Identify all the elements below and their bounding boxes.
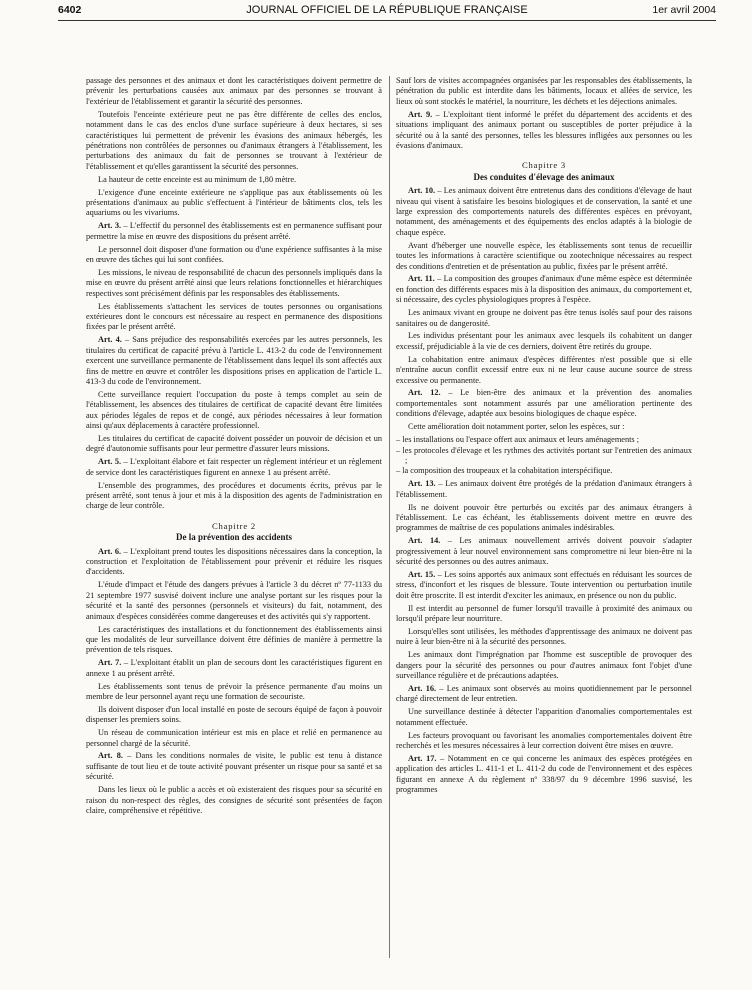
paragraph: Les missions, le niveau de responsabilité de chacun des personnels impliqués dans la mise en œuvre du présent arrêté ainsi que leurs relations fonctionnelles et hiérarchiques respectives sont précisément définis par les responsables des établissements.: [86, 267, 382, 298]
dash-list: [396, 435, 692, 477]
article-label: Art. 3.: [98, 221, 122, 231]
article-text: – L'effectif du personnel des établissements est en permanence suffisant pour permettre la mise en œuvre des dispositions du présent arrêté.: [86, 221, 382, 241]
paragraph: L'ensemble des programmes, des procédures et documents écrits, prévus par le présent arrêté, sont tenus à jour et mis à la disposition des agents de l'administration en charge de leur contrôle.: [86, 480, 382, 511]
article-text: – Les animaux doivent être protégés de la prédation d'animaux étrangers à l'établissement.: [396, 479, 692, 499]
paragraph: L'étude d'impact et l'étude des dangers prévues à l'article 3 du décret nº 77-1133 du 21 septembre 1977 susvisé doivent inclure une analyse portant sur les risques pour la sécurité et la santé des personnes (personnels et visiteurs) du fait, notamment, des animaux d'espèces considérées comme dangereuses et des activités qui s'y rapportent.: [86, 580, 382, 621]
chapter-heading: Chapitre 3: [521, 160, 567, 171]
article-label: Art. 10.: [408, 186, 436, 196]
paragraph: Dans les lieux où le public a accès et où existeraient des risques pour sa sécurité en raison du non-respect des règles, des consignes de sécurité sont présentées de façon claire, compréhensive et répétitive.: [86, 785, 382, 815]
article-text: – L'exploitant tient informé le préfet du département des accidents et des situations impliquant des animaux portant ou susceptibles de porter préjudice à la sécurité ou à la santé des personnes, telles les blessures infligées aux personnes ou les évasions d'animaux.: [396, 109, 692, 150]
paragraph: Cette surveillance requiert l'occupation du poste à temps complet au sein de l'établissement, les absences des titulaires de certificat de capacité devant être limitées aux périodes légales de repos et de congé, aux périodes nécessaires à leur formation ainsi qu'aux déplacements à caractère professionnel.: [86, 389, 382, 431]
article-9: [396, 110, 692, 152]
article-text: – L'exploitant prend toutes les dispositions nécessaires dans la conception, la construction et l'exploitation de l'établissement pour prévenir et réduire les risques d'accidents.: [86, 546, 382, 577]
article-text: – Les animaux sont observés au moins quotidiennement par le personnel chargé directement de leur entretien.: [396, 684, 692, 704]
article-label: Art. 7.: [98, 658, 122, 668]
article-text: – L'exploitant établit un plan de secours dont les caractéristiques figurent en annexe 1 au présent arrêté.: [86, 658, 382, 678]
article-label: Art. 4.: [98, 335, 122, 345]
paragraph: Les établissements sont tenus de prévoir la présence permanente d'au moins un membre de leur personnel ayant reçu une formation de secouriste.: [86, 681, 382, 701]
article-4: [86, 335, 382, 387]
article-text: – Les soins apportés aux animaux sont effectués en réduisant les sources de stress, d'inconfort et les risques de blessure. Toute intervention ou perturbation inutile doit être proscrite. Il est interdit d'exciter les animaux, en présence ou non du public.: [396, 569, 692, 600]
article-text: – Les animaux nouvellement arrivés doivent pouvoir s'adapter progressivement à leur nouvel environnement sans compromettre ni leur bien-être ni la sécurité des personnes ou des autres animaux.: [396, 536, 692, 567]
column-separator: [389, 76, 390, 958]
article-11: [396, 274, 692, 305]
paragraph: Le personnel doit disposer d'une formation ou d'une expérience suffisantes à la mise en œuvre des tâches qui lui sont confiées.: [86, 244, 382, 264]
article-label: Art. 11.: [408, 274, 435, 284]
article-label: Art. 9.: [408, 109, 433, 119]
paragraph: Avant d'héberger une nouvelle espèce, les établissements sont tenus de recueillir toutes les informations à caractère scientifique ou zootechnique nécessaires au respect des conditions d'entretien et de présentation au public, fixées par le présent arrêté.: [396, 240, 692, 271]
article-label: Art. 5.: [98, 457, 122, 467]
article-label: Art. 12.: [408, 388, 441, 398]
article-text: – La composition des groupes d'animaux d'une même espèce est déterminée en fonction des différents espaces mis à la disposition des animaux, du comportement et, si nécessaire, des cycles physiologiques propres à l'espèce.: [396, 274, 692, 305]
article-13: [396, 479, 692, 500]
paragraph: Les titulaires du certificat de capacité doivent posséder un pouvoir de décision et un degré d'autonomie suffisants pour leur permettre d'assurer leurs missions.: [86, 434, 382, 454]
paragraph: Sauf lors de visites accompagnées organisées par les responsables des établissements, la pénétration du public est interdite dans les bâtiments, locaux et allées de service, les lieux où sont stockés le matériel, la nourriture, les déchets et les déjections animales.: [396, 76, 692, 106]
article-label: Art. 15.: [408, 569, 436, 579]
list-item: – les installations ou l'espace offert aux animaux et leurs aménagements ;: [396, 435, 640, 445]
paragraph: La hauteur de cette enceinte est au minimum de 1,80 mètre.: [98, 174, 297, 184]
paragraph: Les établissements s'attachent les services de toutes personnes ou organisations extérieures dont le concours est nécessaire au respect en permanence des dispositions fixées par le présent arrêté.: [86, 301, 382, 332]
paragraph: Lorsqu'elles sont utilisées, les méthodes d'apprentissage des animaux ne doivent pas nuire à leur bien-être ni à la sécurité des personnes.: [396, 627, 692, 647]
article-7: [86, 658, 382, 679]
chapter-title: Des conduites d'élevage des animaux: [473, 171, 615, 182]
left-column: [86, 76, 382, 819]
paragraph: Cette amélioration doit notamment porter, selon les espèces, sur :: [408, 422, 625, 432]
right-column: [396, 76, 692, 798]
article-5: [86, 457, 382, 478]
paragraph: Ils ne doivent pouvoir être perturbés ou excités par des animaux étrangers à l'établissement. Le cas échéant, les établissements doivent mettre en œuvre des programmes de maîtrise de ces populations animales indésirables.: [396, 502, 692, 533]
article-label: Art. 14.: [408, 536, 441, 546]
article-8: [86, 751, 382, 782]
paragraph: Il est interdit au personnel de fumer lorsqu'il travaille à proximité des animaux ou lorsqu'il prépare leur nourriture.: [396, 603, 692, 624]
journal-title: JOURNAL OFFICIEL DE LA RÉPUBLIQUE FRANÇAISE: [246, 4, 528, 16]
article-label: Art. 13.: [408, 479, 436, 489]
article-6: [86, 547, 382, 578]
paragraph: Les caractéristiques des installations et du fonctionnement des établissements ainsi que les modalités de leur surveillance doivent être définies de manière à permettre la prévention de tels risques.: [86, 624, 382, 655]
list-item: – les protocoles d'élevage et les rythmes des activités portant sur l'entretien des animaux ;: [396, 445, 692, 465]
article-12: [396, 388, 692, 419]
article-label: Art. 6.: [98, 546, 122, 556]
paragraph: L'exigence d'une enceinte extérieure ne s'applique pas aux établissements où les présentations d'animaux au public s'effectuent à l'intérieur de bâtiments clos, tels les aquariums ou les vivariums.: [86, 187, 382, 218]
article-3: [86, 221, 382, 242]
paragraph: Ils doivent disposer d'un local installé en poste de secours équipé de façon à pouvoir dispenser les premiers soins.: [86, 704, 382, 725]
article-16: [396, 684, 692, 705]
article-15: [396, 570, 692, 601]
page-number: 6402: [58, 4, 82, 16]
article-17: [396, 754, 692, 796]
article-label: Art. 16.: [408, 684, 437, 694]
list-item: – la composition des troupeaux et la cohabitation interspécifique.: [396, 466, 613, 476]
article-text: – Dans les conditions normales de visite, le public est tenu à distance suffisante de tout lieu et de toute activité pouvant présenter un risque pour sa santé et sa sécurité.: [86, 751, 383, 782]
article-text: – L'exploitant élabore et fait respecter un règlement intérieur et un règlement de service dont les caractéristiques figurent en annexe 1 au présent arrêté.: [86, 457, 382, 477]
page-header: [58, 4, 716, 20]
article-text: – Le bien-être des animaux et la prévention des anomalies comportementales sont notamment assurés par une amélioration pertinente des conditions d'élevage, adaptée aux besoins biologiques de chaque espèce.: [396, 388, 692, 419]
article-text: – Sans préjudice des responsabilités exercées par les autres personnels, les titulaires du certificat de capacité prévu à l'article L. 413-2 du code de l'environnement exercent une surveillance permanente de l'établissement dans lequel ils sont affectés aux fins de mettre en œuvre et contrôler les dispositions prises en application de l'article L. 413-3 du code de l'environnement.: [86, 335, 382, 386]
paragraph: Les facteurs provoquant ou favorisant les anomalies comportementales doivent être recherchés et les mesures nécessaires à leur correction doivent être mises en œuvre.: [396, 730, 692, 751]
chapter-title: De la prévention des accidents: [176, 532, 292, 543]
publication-date: 1er avril 2004: [652, 4, 716, 16]
article-14: [396, 536, 692, 567]
paragraph: Un réseau de communication intérieur est mis en place et relié en permanence au personnel chargé de la sécurité.: [86, 728, 382, 748]
paragraph: Les animaux dont l'imprégnation par l'homme est susceptible de provoquer des dangers pour la sécurité des personnes ou pour d'autres animaux font l'objet d'une surveillance régulière et de précautions adaptées.: [396, 650, 692, 681]
article-text: – Notamment en ce qui concerne les animaux des espèces protégées en application des articles L. 411-1 et L. 411-2 du code de l'environnement et des espèces figurant en annexe A du règlement nº 338/97 du 9 décembre 1996 susvisé, les programmes: [396, 753, 693, 795]
paragraph: Les animaux vivant en groupe ne doivent pas être tenus isolés sauf pour des raisons sanitaires ou de dangerosité.: [396, 308, 692, 328]
header-rule: [58, 20, 716, 21]
article-10: [396, 186, 692, 238]
paragraph: Les individus présentant pour les animaux avec lesquels ils cohabitent un danger excessif, préjudiciable à la vie de ces derniers, doivent être retirés du groupe.: [396, 331, 692, 351]
article-label: Art. 17.: [408, 753, 437, 763]
paragraph: Une surveillance destinée à détecter l'apparition d'anomalies comportementales est notamment effectuée.: [396, 707, 692, 727]
paragraph: La cohabitation entre animaux d'espèces différentes n'est possible que si elle n'entraîne aucun conflit excessif entre eux ni ne leur cause aucune source de stress excessive ou permanente.: [396, 354, 692, 385]
paragraph: Toutefois l'enceinte extérieure peut ne pas être différente de celles des enclos, notamment dans le cas des enclos d'une surface supérieure à deux hectares, si ses caractéristiques lui permettent de prévenir les évasions des animaux hébergés, les pénétrations non contrôlées de personnes ou d'animaux étrangers à l'établissement, les perturbations des animaux du fait de personnes se trouvant à l'extérieur de l'établissement et qu'elles garantissent la sécurité des personnes.: [86, 109, 382, 171]
paragraph: passage des personnes et des animaux et dont les caractéristiques doivent permettre de prévenir les perturbations causées aux animaux par des personnes se trouvant à l'extérieur de l'établissement et garantir la sécurité des personnes.: [86, 76, 382, 106]
chapter-heading: Chapitre 2: [211, 520, 257, 531]
article-label: Art. 8.: [98, 751, 123, 761]
article-text: – Les animaux doivent être entretenus dans des conditions d'élevage de haut niveau qui visent à satisfaire les besoins biologiques et de conservation, la santé et une large expression des comportements naturels des différentes espèces en prévoyant, notamment, des aménagements et des équipements des enclos adaptés à la biologie de chaque espèce.: [396, 186, 692, 237]
